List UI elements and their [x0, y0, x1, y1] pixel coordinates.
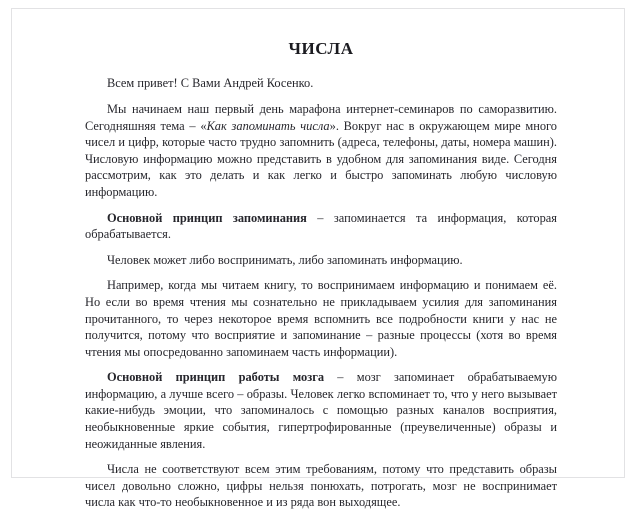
- paragraph-perceive-or-memorize: Человек может либо воспринимать, либо запоминать информацию.: [107, 252, 463, 267]
- paragraph-numbers-problem: Числа не соответствуют всем этим требованиям, потому что представить образы чисел довольно сложно, цифры нельзя понюхать, потрогать, мозг не воспринимает числа как что-то необыкновенное и из ряда вон выходящее.: [85, 462, 557, 510]
- document-page-sheet: [11, 8, 625, 510]
- principle-brain-body: – мозг запоминает обрабатываемую информацию, а лучше всего – образы. Человек легко вспоминает то, что у него вызывает какие-нибудь эмоции, что запоминалось с помощью разных каналов восприятия, необыкновенные яркие события, гипертрофированные (преувеличенные) образы и неожиданные явления.: [85, 370, 557, 451]
- principle-memorization-lead: Основной принцип запоминания: [107, 210, 307, 225]
- paragraph-principle-brain: [85, 369, 557, 452]
- paragraph-greeting: Всем привет! С Вами Андрей Косенко.: [107, 76, 314, 91]
- principle-memorization-body: – запоминается та информация, которая обрабатывается.: [85, 210, 557, 242]
- paragraph-intro-topic-italic: Как запоминать числа: [206, 118, 330, 133]
- paragraph-example-book: Например, когда мы читаем книгу, то воспринимаем информацию и понимаем её. Но если во время чтения мы сознательно не прикладываем усилия для запоминания прочитанного, то через некоторое время вспомнить все подробности книги у нас не получится, потому что восприятие и запоминание – разные процессы (хотя во время чтения мы опосредованно запоминаем часть информации).: [85, 278, 557, 359]
- page-title: ЧИСЛА: [288, 39, 354, 58]
- paragraph-intro: [85, 101, 557, 201]
- paragraph-intro-text-after: ». Вокруг нас в окружающем мире много чисел и цифр, которые часто трудно запомнить (адреса, телефоны, даты, номера машин). Числовую информацию можно представить в удобном для запоминания виде. Сегодня рассмотрим, как это делать и как легко и быстро запоминать любую числовую информацию.: [85, 118, 557, 199]
- paragraph-intro-text-before: Мы начинаем наш первый день марафона интернет-семинаров по саморазвитию. Сегодняшняя тема – «: [85, 101, 557, 133]
- document-body: [85, 39, 557, 520]
- principle-brain-lead: Основной принцип работы мозга: [107, 370, 325, 385]
- paragraph-principle-memorization: [85, 210, 557, 243]
